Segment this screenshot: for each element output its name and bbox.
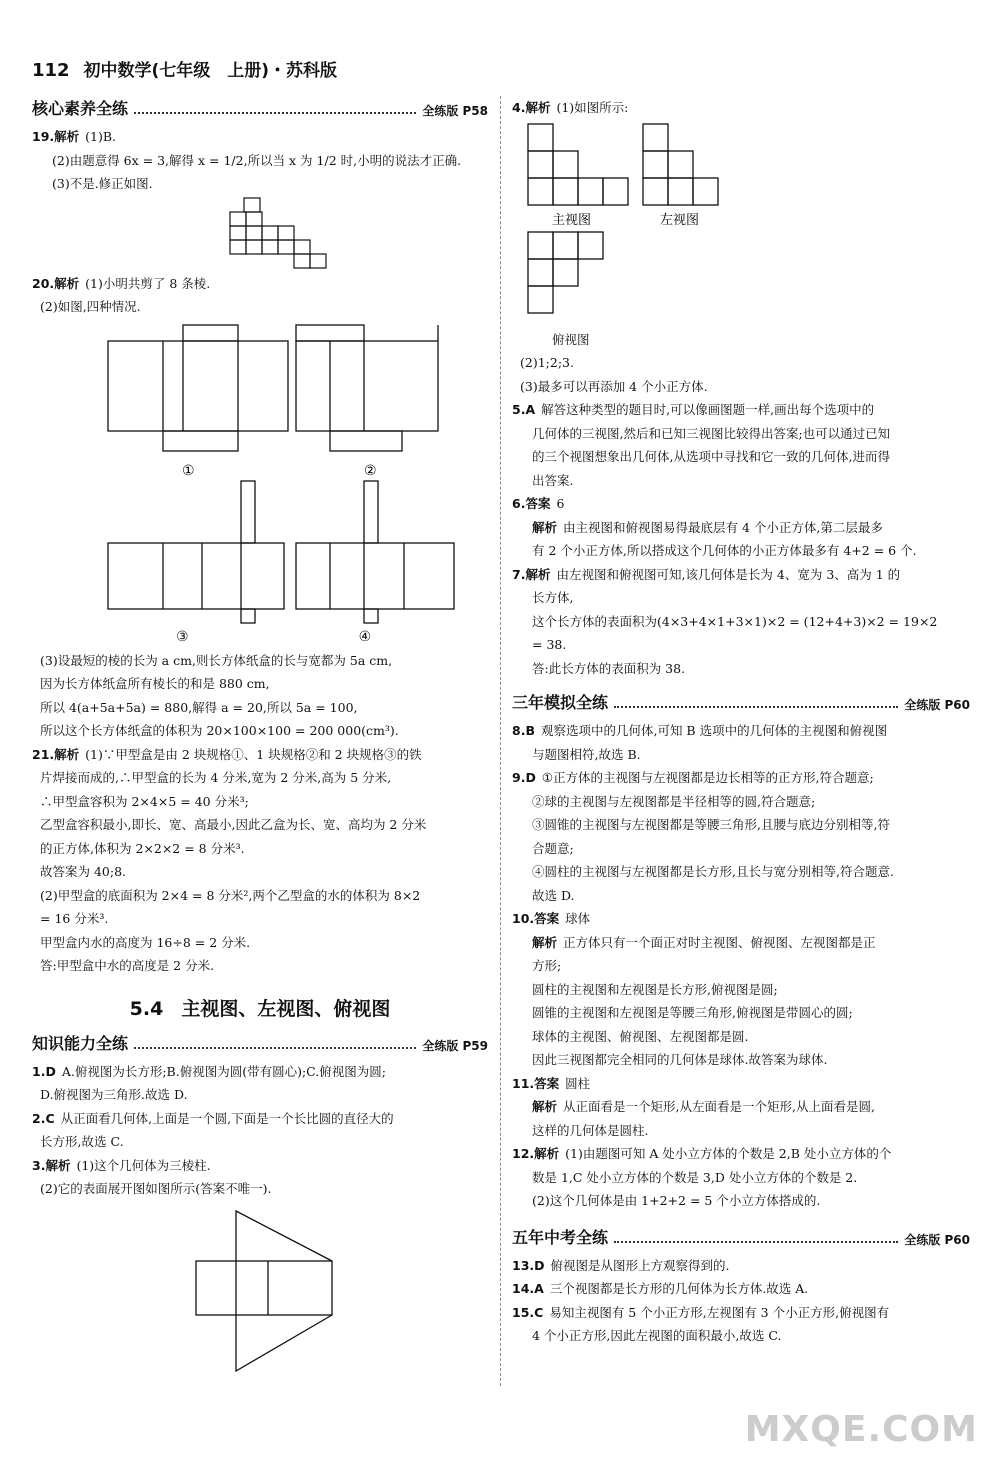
r8-line1 xyxy=(512,719,970,743)
column-divider xyxy=(500,96,501,1386)
net-figures-top xyxy=(32,319,488,479)
r4-line1 xyxy=(512,96,970,120)
caption-3: ③ xyxy=(176,628,189,645)
caption-4: ④ xyxy=(358,628,372,645)
q21-line7: (2)甲型盒的底面积为 2×4 = 8 分米²,两个乙型盒的水的体积为 8×2 xyxy=(40,887,421,903)
section-ref: 全练版 P60 xyxy=(904,698,970,712)
r12-line1 xyxy=(512,1142,970,1166)
r4-text1: (1)如图所示: xyxy=(556,100,629,115)
r11-line2: 这样的几何体是圆柱. xyxy=(532,1122,649,1138)
r12-text1: (1)由题图可知 A 处小立方体的个数是 2,B 处小立方体的个 xyxy=(565,1146,892,1161)
r14-text1: 三个视图都是长方形的几何体为长方体.故选 A. xyxy=(549,1281,809,1296)
prism-net-figure xyxy=(32,1201,488,1381)
caption-1: ① xyxy=(182,462,195,479)
section-core xyxy=(32,96,488,119)
section-three-year xyxy=(512,690,970,713)
r8-line2: 与题图相符,故选 B. xyxy=(532,746,641,762)
r11-ans: 圆柱 xyxy=(565,1075,591,1091)
r7-line4: = 38. xyxy=(532,637,567,652)
r15-line1 xyxy=(512,1301,970,1325)
r6-text1: 由主视图和俯视图易得最底层有 4 个小正方体,第二层最多 xyxy=(563,519,883,535)
chapter-heading xyxy=(32,994,488,1021)
r10-line2: 方形; xyxy=(532,958,562,973)
watermark: MXQE.COM xyxy=(744,1409,978,1450)
q21-text1: (1)∵甲型盒是由 2 块规格①、1 块规格②和 2 块规格③的铁 xyxy=(85,746,422,762)
section-title: 知识能力全练 xyxy=(32,1033,129,1053)
r7-line3: 这个长方体的表面积为(4×3+4×1+3×1)×2 = (12+4+3)×2 = 19×2 xyxy=(532,613,938,629)
r12-line3: (2)这个几何体是由 1+2+2 = 5 个小立方体搭成的. xyxy=(532,1193,821,1208)
top-view-label: 俯视图 xyxy=(552,331,590,347)
r5-label: 5.A xyxy=(512,402,536,417)
q21-line3: ∴甲型盒容积为 2×4×5 = 40 分米³; xyxy=(40,793,249,809)
book-title: 初中数学(七年级 上册)・苏科版 xyxy=(83,61,338,81)
right-column xyxy=(512,96,970,1348)
r9-line4: 合题意; xyxy=(532,840,574,856)
r10-line1 xyxy=(512,931,970,955)
k1-line2: D.俯视图为三角形.故选 D. xyxy=(40,1087,188,1102)
r12-line2: 数是 1,C 处小立方体的个数是 3,D 处小立方体的个数是 2. xyxy=(532,1169,858,1185)
r15-text1: 易知主视图有 5 个小正方形,左视图有 3 个小正方形,俯视图有 xyxy=(549,1304,890,1320)
r6-jx: 解析 xyxy=(532,519,558,535)
k3-label: 3.解析 xyxy=(32,1157,71,1173)
q21-line5: 的正方体,体积为 2×2×2 = 8 分米³. xyxy=(40,840,245,856)
three-views-figure xyxy=(512,120,970,328)
r14-label: 14.A xyxy=(512,1281,544,1296)
r9-line2: ②球的主视图与左视图都是半径相等的圆,符合题意; xyxy=(532,793,816,809)
q21-line1 xyxy=(32,743,488,767)
dot-leader xyxy=(134,1047,416,1049)
r4-line3: (3)最多可以再添加 4 个小正方体. xyxy=(520,378,708,394)
q21-line2: 片焊接而成的,∴甲型盒的长为 4 分米,宽为 2 分米,高为 5 分米, xyxy=(40,770,392,785)
q21-line8: = 16 分米³. xyxy=(40,911,109,926)
caption-row xyxy=(32,629,488,649)
r13-label: 13.D xyxy=(512,1257,545,1273)
r6-line1 xyxy=(512,516,970,540)
r11-line1 xyxy=(512,1095,970,1119)
r6-answer xyxy=(512,492,970,516)
section-title: 五年中考全练 xyxy=(512,1227,609,1247)
r9-line1 xyxy=(512,766,970,790)
r9-text1: ①正方体的主视图与左视图都是边长相等的正方形,符合题意; xyxy=(541,770,874,785)
q20-line2: (2)如图,四种情况. xyxy=(40,299,141,314)
r7-text1: 由左视图和俯视图可知,该几何体是长为 4、宽为 3、高为 1 的 xyxy=(556,566,901,582)
section-title: 三年模拟全练 xyxy=(512,693,609,712)
q21-line6: 故答案为 40;8. xyxy=(40,864,127,879)
r11-text1: 从正面看是一个矩形,从左面看是一个矩形,从上面看是圆, xyxy=(563,1099,875,1114)
r12-label: 12.解析 xyxy=(512,1146,560,1161)
r5-line2: 几何体的三视图,然后和已知三视图比较得出答案;也可以通过已知 xyxy=(532,425,891,441)
r6-line2: 有 2 个小正方体,所以搭成这个几何体的小正方体最多有 4+2 = 6 个. xyxy=(532,543,917,558)
k3-line1 xyxy=(32,1154,488,1178)
r8-label: 8.B xyxy=(512,723,535,738)
r10-answer xyxy=(512,907,970,931)
section-five-year xyxy=(512,1225,970,1248)
dot-leader xyxy=(134,112,416,114)
q21-line10: 答:甲型盒中水的高度是 2 分米. xyxy=(40,958,215,973)
q19-line3: (3)不是.修正如图. xyxy=(52,176,153,191)
section-title: 核心素养全练 xyxy=(32,99,129,118)
k3-line2: (2)它的表面展开图如图所示(答案不唯一). xyxy=(40,1181,272,1196)
section-ref: 全练版 P60 xyxy=(904,1232,970,1247)
r10-line4: 圆锥的主视图和左视图是等腰三角形,俯视图是带圆心的圆; xyxy=(532,1005,853,1020)
r4-label: 4.解析 xyxy=(512,100,551,115)
q19-line2: (2)由题意得 6x = 3,解得 x = 1/2,所以当 x 为 1/2 时,小明的说法才正确. xyxy=(52,152,462,168)
k1-label: 1.D xyxy=(32,1063,56,1079)
staircase-figure xyxy=(32,196,488,272)
r7-line5: 答:此长方体的表面积为 38. xyxy=(532,660,686,676)
net-figures-bottom xyxy=(32,479,488,629)
r15-label: 15.C xyxy=(512,1304,544,1320)
k1-text1: A.俯视图为长方形;B.俯视图为圆(带有圆心);C.俯视图为圆; xyxy=(61,1063,386,1079)
chapter-number: 5.4 xyxy=(129,997,164,1020)
r13-line1 xyxy=(512,1254,970,1278)
q21-label: 21.解析 xyxy=(32,746,80,762)
q19-text1: (1)B. xyxy=(85,129,117,144)
r11-answer xyxy=(512,1072,970,1096)
r10-text1: 正方体只有一个面正对时主视图、俯视图、左视图都是正 xyxy=(563,934,876,950)
r11-jx: 解析 xyxy=(532,1099,558,1114)
front-view-label: 主视图 xyxy=(552,212,592,228)
r14-line1 xyxy=(512,1277,970,1301)
r7-label: 7.解析 xyxy=(512,566,551,582)
r10-line3: 圆柱的主视图和左视图是长方形,俯视图是圆; xyxy=(532,981,778,997)
r6-ans: 6 xyxy=(556,496,565,511)
section-knowledge xyxy=(32,1031,488,1054)
q20-line5: 所以 4(a+5a+5a) = 880,解得 a = 20,所以 5a = 100, xyxy=(40,699,358,715)
r9-label: 9.D xyxy=(512,770,536,785)
k3-text1: (1)这个几何体为三棱柱. xyxy=(76,1157,211,1173)
q20-line3: (3)设最短的棱的长为 a cm,则长方体纸盒的长与宽都为 5a cm, xyxy=(40,652,393,668)
q19-line1 xyxy=(32,125,488,149)
r13-text1: 俯视图是从图形上方观察得到的. xyxy=(550,1257,730,1273)
k2-line1 xyxy=(32,1107,488,1131)
page-header xyxy=(32,56,337,81)
r8-text1: 观察选项中的几何体,可知 B 选项中的几何体的主视图和俯视图 xyxy=(540,723,888,738)
section-ref: 全练版 P59 xyxy=(422,1038,488,1053)
q20-line1 xyxy=(32,272,488,296)
k1-line1 xyxy=(32,1060,488,1084)
r15-line2: 4 个小正方形,因此左视图的面积最小,故选 C. xyxy=(532,1328,782,1343)
left-column xyxy=(32,96,488,1381)
r9-line3: ③圆锥的主视图与左视图都是等腰三角形,且腰与底边分别相等,符 xyxy=(532,817,890,832)
q20-line6: 所以这个长方体纸盒的体积为 20×100×100 = 200 000(cm³). xyxy=(40,723,399,738)
r9-line6: 故选 D. xyxy=(532,887,575,903)
r10-line5: 球体的主视图、俯视图、左视图都是圆. xyxy=(532,1028,749,1044)
q21-line4: 乙型盒容积最小,即长、宽、高最小,因此乙盒为长、宽、高均为 2 分米 xyxy=(40,817,427,832)
left-view-label: 左视图 xyxy=(660,212,700,228)
r5-text1: 解答这种类型的题目时,可以像画图题一样,画出每个选项中的 xyxy=(541,402,875,417)
dot-leader xyxy=(614,1241,898,1243)
q21-line9: 甲型盒内水的高度为 16÷8 = 2 分米. xyxy=(40,934,251,950)
q20-text1: (1)小明共剪了 8 条棱. xyxy=(85,275,211,291)
k2-label: 2.C xyxy=(32,1110,55,1126)
page-number: 112 xyxy=(32,60,70,81)
r5-line3: 的三个视图想象出几何体,从选项中寻找和它一致的几何体,进而得 xyxy=(532,449,890,464)
r4-line2: (2)1;2;3. xyxy=(520,355,574,370)
caption-2: ② xyxy=(364,462,377,479)
k2-line2: 长方形,故选 C. xyxy=(40,1134,124,1149)
r10-jx: 解析 xyxy=(532,934,558,950)
r5-line1 xyxy=(512,398,970,422)
r9-line5: ④圆柱的主视图与左视图都是长方形,且长与宽分别相等,符合题意. xyxy=(532,864,894,879)
r7-line1 xyxy=(512,563,970,587)
section-ref: 全练版 P58 xyxy=(422,104,488,118)
dot-leader xyxy=(614,706,898,708)
r10-line6: 因此三视图都完全相同的几何体是球体.故答案为球体. xyxy=(532,1052,828,1067)
r10-label: 10.答案 xyxy=(512,911,560,926)
chapter-title: 主视图、左视图、俯视图 xyxy=(181,997,391,1020)
q19-label: 19.解析 xyxy=(32,129,80,144)
q20-label: 20.解析 xyxy=(32,275,80,291)
r5-line4: 出答案. xyxy=(532,472,574,488)
r6-label: 6.答案 xyxy=(512,496,551,511)
q20-line4: 因为长方体纸盒所有棱长的和是 880 cm, xyxy=(40,676,270,691)
r10-ans: 球体 xyxy=(565,911,591,926)
k2-text1: 从正面看几何体,上面是一个圆,下面是一个长比圆的直径大的 xyxy=(60,1110,394,1126)
r7-line2: 长方体, xyxy=(532,590,574,605)
r11-label: 11.答案 xyxy=(512,1075,560,1091)
